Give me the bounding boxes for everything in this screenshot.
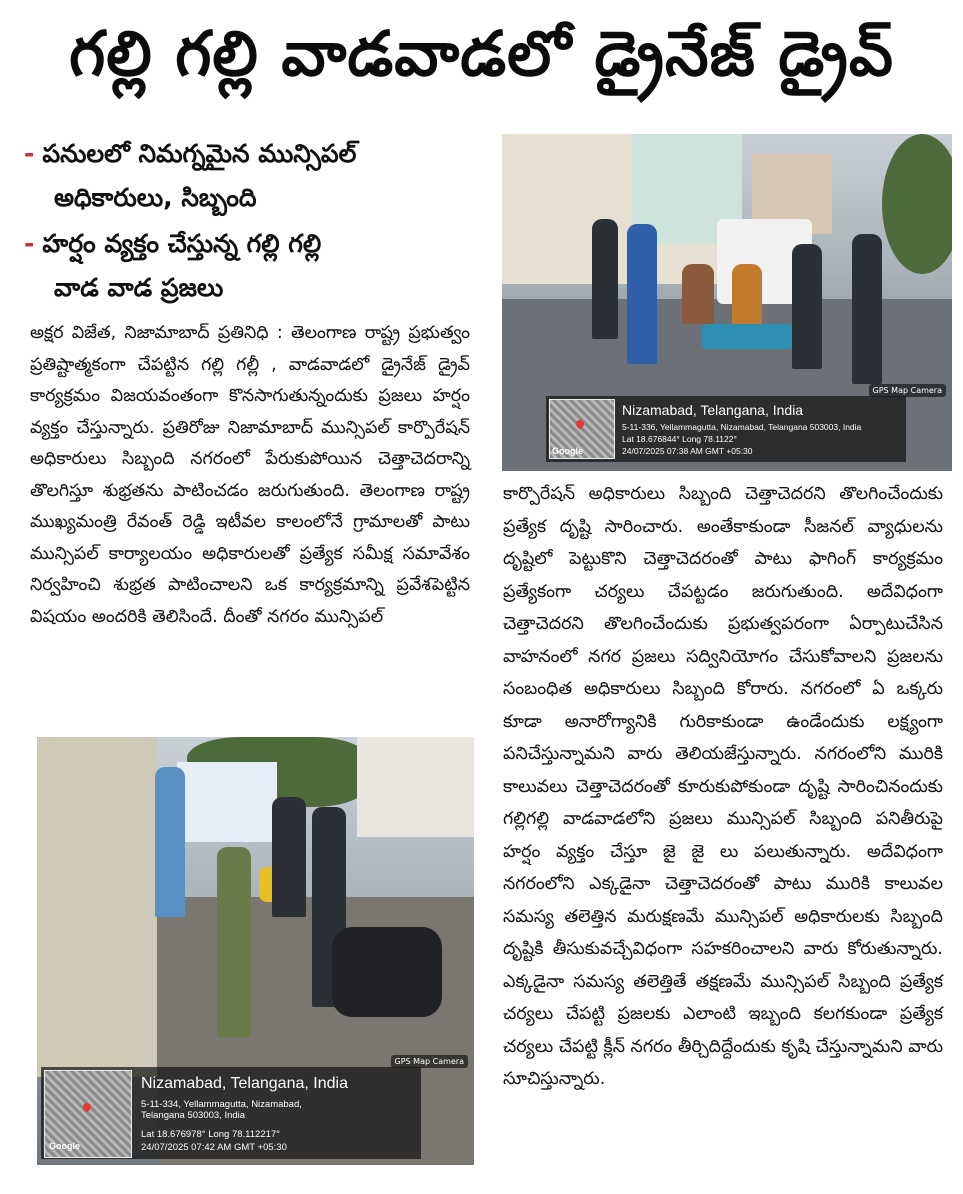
person [592,219,618,339]
motorcycle [332,927,442,1017]
news-photo-fogging [37,737,474,1165]
gps-overlay [546,396,906,462]
gps-coordinates: Lat 18.676978° Long 78.112217° [141,1129,280,1140]
gps-map-camera-label: GPS Map Camera [869,384,946,397]
subhead-line: పనులలో నిమగ్నమైన మున్సిపల్ [42,139,357,168]
building [357,737,474,837]
article-column-right: కార్పొరేషన్ అధికారులు సిబ్బంది చెత్తాచెదరని తొలగించేందుకు ప్రత్యేక దృష్టి సారించారు. అంతేకాకుండా సీజనల్ వ్యాధులను దృష్టిలో పెట్టుకొని చెత్తాచెదరంతో పాటు ఫాగింగ్ కార్యక్రమం ప్రత్యేకంగా చర్యలు చేపట్టడం జరుగుతుంది. అదేవిధంగా చెత్తాచెదరని తొలగించేందుకు ప్రభుత్వపరంగా ఏర్పాటుచేసిన వాహనంలో నగర ప్రజలు సద్వినియోగం చేసుకోవాలని ప్రజలను సంబంధిత అధికారులు సిబ్బంది కోరారు. నగరంలో ఏ ఒక్కరు కూడా అనారోగ్యానికి గురికాకుండా ఉండేందుకు లక్ష్యంగా పనిచేస్తున్నామని వారు తెలియజేస్తున్నారు. నగరంలోని మురికి కాలువలు చెత్తాచెదరంతో కూరుకుపోకుండా దృష్టి సారించినందుకు గల్లిగల్లి వాడవాడలోని ప్రజలు మున్సిపల్ సిబ్బంది పనితీరుపై హర్షం వ్యక్తం చేస్తూ జై జై లు పలుతున్నారు. అదేవిధంగా నగరంలోని ఎక్కడైనా చెత్తాచెదరంతో పాటు మురికి కాలువల సమస్య తలెత్తిన మరుక్షణమే మున్సిపల్ అధికారులకు సిబ్బంది దృష్టికి తీసుకువచ్చేవిధంగా సహకరించాలని వారు కోరుతున్నారు. ఎక్కడైనా సమస్య తలెత్తితే తక్షణమే మున్సిపల్ సిబ్బంది ప్రత్యేక చర్యలు చేపట్టి ప్రజలకు ఎలాంటి ఇబ్బంది కలగకుండా ప్రత్యేక చర్యలు చేపట్టి క్లీన్ నగరం తీర్చిదిద్దేందుకు కృషి చేస్తున్నామని వారు సూచిస్తున్నారు. [503,484,943,1089]
wall [37,737,157,1077]
person [732,264,762,324]
buckets [702,324,792,349]
google-logo: Google [49,1141,80,1151]
subhead-dash: - [24,229,35,258]
person [217,847,251,1037]
article-column-left: అక్షర విజేత, నిజామాబాద్ ప్రతినిధి : తెలంగాణ రాష్ట్ర ప్రభుత్వం ప్రతిష్టాత్మకంగా చేపట్టిన గల్లి గల్లీ , వాడవాడలో డ్రైనేజ్ డ్రైవ్ కార్యక్రమం విజయవంతంగా కొనసాగుతున్నందుకు ప్రజలు హర్షం వ్యక్తం చేస్తున్నారు. ప్రతిరోజు నిజామాబాద్ మున్సిపల్ కార్పొరేషన్ అధికారులు సిబ్బంది నగరంలో పేరుకుపోయిన చెత్తాచెదరాన్ని తొలగిస్తూ శుభ్రతను పాటించడం జరుగుతుంది. తెలంగాణ రాష్ట్ర ముఖ్యమంత్రి రేవంత్ రెడ్డి ఇటీవల కాలంలోనే గ్రామాలతో పాటు మున్సిపల్ కార్యాలయం అధికారులతో ప్రత్యేక సమీక్ష సమావేశం నిర్వహించి శుభ్రత పాటించాలని ఒక కార్యక్రమాన్ని ప్రవేశపెట్టిన విషయం అందరికి తెలిసిందే. దీంతో నగరం మున్సిపల్ [30,323,470,627]
banner [177,762,277,842]
person [792,244,822,369]
headline: గల్లి గల్లి వాడవాడలో డ్రైనేజ్ డ్రైవ్ [69,17,894,90]
subhead-line: హర్షం వ్యక్తం చేస్తున్న గల్లి గల్లి [42,229,322,258]
person [682,264,714,324]
gps-address: 5-11-334, Yellammagutta, Nizamabad, Telangana 503003, India [141,1099,302,1121]
tree [882,134,952,274]
subhead-2 [24,222,474,310]
gps-city: Nizamabad, Telangana, India [141,1075,348,1092]
person [627,224,657,364]
subhead-line: అధికారులు, సిబ్బంది [54,183,257,212]
person [852,234,882,384]
gps-coordinates: Lat 18.676844° Long 78.1122° [622,434,737,444]
subhead-line: వాడ వాడ ప్రజలు [54,273,224,302]
person [272,797,306,917]
subhead-dash: - [24,139,35,168]
news-photo-drainage-team [502,134,952,471]
google-logo: Google [552,446,583,456]
gps-timestamp: 24/07/2025 07:38 AM GMT +05:30 [622,446,753,456]
subhead-1 [24,132,474,220]
gps-overlay [41,1067,421,1159]
gps-address: 5-11-336, Yellammagutta, Nizamabad, Telangana 503003, India [622,422,862,432]
person [155,767,185,917]
gps-map-camera-label: GPS Map Camera [391,1055,468,1068]
gps-timestamp: 24/07/2025 07:42 AM GMT +05:30 [141,1142,287,1153]
subheads [24,132,474,312]
gps-city: Nizamabad, Telangana, India [622,402,804,418]
